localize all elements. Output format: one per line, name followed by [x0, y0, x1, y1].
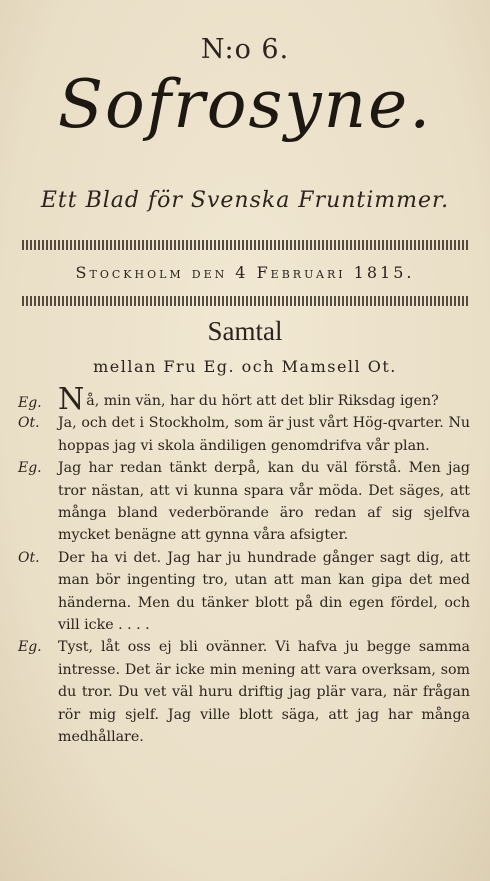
dialogue-entry — [18, 547, 470, 637]
dateline: Stockholm den 4 Februari 1815. — [75, 263, 415, 282]
ornamental-rule-top — [22, 240, 470, 250]
section-heading: Samtal — [207, 316, 283, 346]
speech-text: Jag har redan tänkt derpå, kan du väl förstå. Men jag tror nästan, att vi kunna spara vår möda. Det säges, att många bland vederbörande äro redan af sig sjelfva mycket benägne att gynna våra afsigter. — [58, 460, 470, 544]
dialogue-entry — [18, 636, 470, 748]
speech-text — [58, 382, 470, 417]
masthead-subtitle: Ett Blad för Svenska Fruntimmer. — [40, 188, 450, 213]
masthead-title: Sofrosyne. — [57, 66, 433, 143]
dialogue — [18, 382, 470, 749]
speech-text: Der ha vi det. Jag har ju hundrade gånger sagt dig, att man bör ingenting tro, utan att man kan gipa det med händerna. Men du tänker blott på din egen fördel, och vill icke . . . . — [58, 549, 470, 634]
section-subheading: mellan Fru Eg. och Mamsell Ot. — [93, 357, 397, 376]
speaker-label: Ot. — [18, 549, 40, 566]
speech-text: Tyst, låt oss ej bli ovänner. Vi hafva ju begge samma intresse. Det är icke min mening att vara overksam, som du tror. Du vet väl huru driftig jag plär vara, när frågan rör mig sjelf. Jag ville blott säga, att jag har många medhållare. — [58, 639, 470, 746]
ornamental-rule-bottom — [22, 296, 470, 306]
speaker-label: Eg. — [18, 639, 42, 656]
speaker-label: Ot. — [18, 415, 40, 432]
speaker-label: Eg. — [18, 395, 42, 411]
dialogue-entry — [18, 382, 470, 417]
dialogue-entry — [18, 412, 470, 457]
drop-cap: N — [58, 382, 85, 417]
issue-number: N:o 6. — [200, 34, 290, 65]
speech-body: å, min vän, har du hört att det blir Riksdag igen? — [86, 393, 439, 409]
speech-text: Ja, och det i Stockholm, som är just vårt Hög-qvarter. Nu hoppas jag vi skola ändiligen genomdrifva vår plan. — [58, 415, 470, 454]
dialogue-entry — [18, 457, 470, 547]
speaker-label: Eg. — [18, 460, 42, 477]
